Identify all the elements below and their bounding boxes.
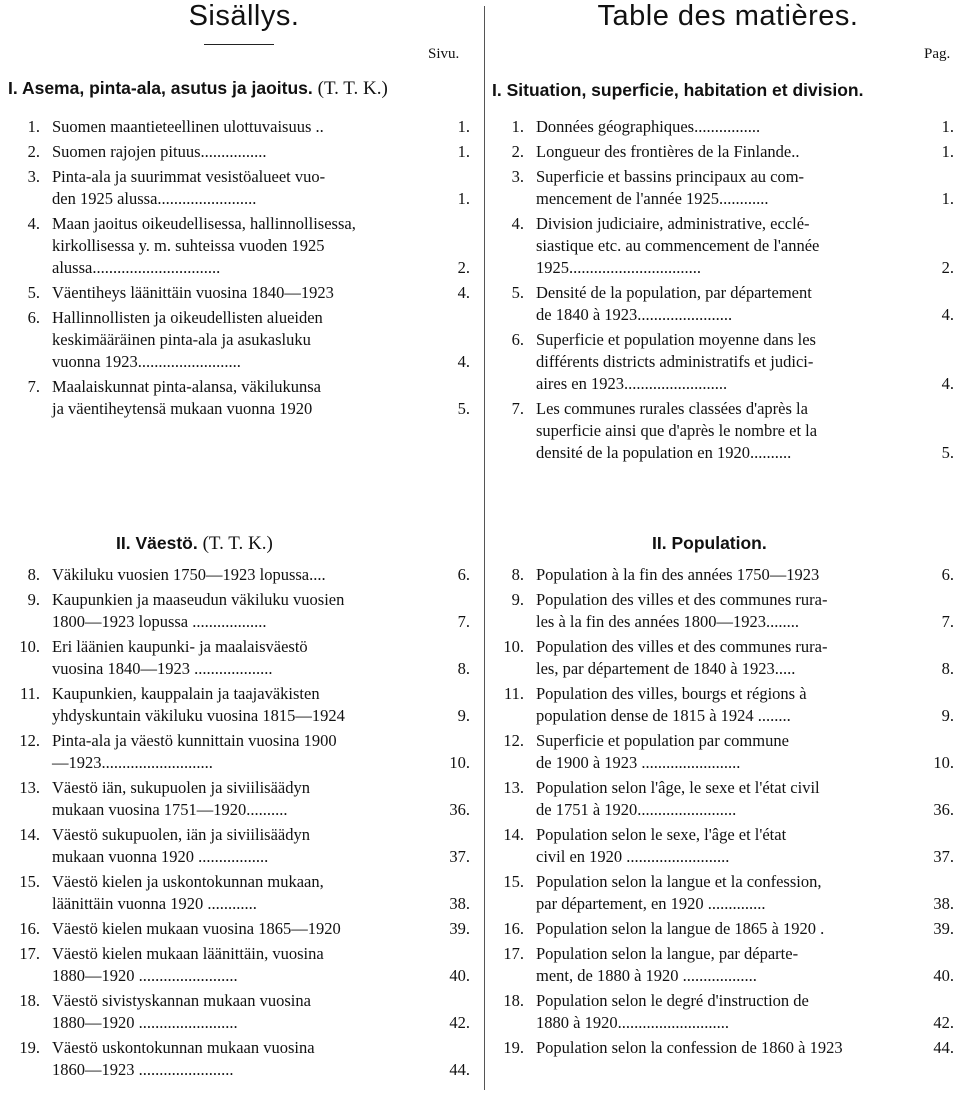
entry-text-line: Väestö sivistyskannan mukaan vuosina	[52, 991, 311, 1010]
entry-text-line: aires en 1923.........................	[536, 374, 728, 393]
entry-text-line: Superficie et population par commune	[536, 731, 789, 750]
section-title: Asema, pinta-ala, asutus ja jaoitus.	[21, 78, 313, 98]
toc-entry	[492, 943, 960, 987]
finnish-section-2-heading	[8, 533, 480, 555]
entry-page-number: 9.	[457, 706, 470, 725]
toc-entry	[492, 990, 960, 1034]
toc-entry	[492, 213, 960, 279]
entry-text-line: den 1925 alussa........................	[52, 189, 257, 208]
entry-text-line: mukaan vuonna 1920 .................	[52, 847, 269, 866]
entry-text-line: —1923...........................	[52, 753, 213, 772]
entry-number: 12.	[503, 731, 524, 750]
toc-entry	[492, 564, 960, 586]
toc-entry	[8, 683, 480, 727]
entry-number: 4.	[511, 214, 524, 233]
entry-page-number: 5.	[941, 443, 954, 462]
toc-entry	[8, 943, 480, 987]
entry-text-line: de 1840 à 1923.......................	[536, 305, 733, 324]
entry-page-number: 4.	[457, 283, 470, 302]
entry-text-line: les, par département de 1840 à 1923.....	[536, 659, 796, 678]
entry-number: 3.	[27, 167, 40, 186]
entry-text-line: 1880—1920 ........................	[52, 966, 238, 985]
entry-text-line: 1880—1920 ........................	[52, 1013, 238, 1032]
entry-page-number: 39.	[933, 919, 954, 938]
entry-number: 10.	[19, 637, 40, 656]
entry-page-number: 8.	[457, 659, 470, 678]
title-rule	[204, 44, 274, 45]
entry-page-number: 4.	[457, 352, 470, 371]
entry-number: 7.	[511, 399, 524, 418]
entry-text-line: 1800—1923 lopussa ..................	[52, 612, 267, 631]
entry-number: 8.	[27, 565, 40, 584]
toc-entry	[492, 589, 960, 633]
french-section-2-heading	[492, 533, 960, 554]
entry-text-line: Densité de la population, par département	[536, 283, 812, 302]
entry-text-line: Maan jaoitus oikeudellisessa, hallinnollisessa,	[52, 214, 356, 233]
entry-number: 13.	[503, 778, 524, 797]
entry-number: 11.	[503, 684, 524, 703]
entry-page-number: 38.	[449, 894, 470, 913]
entry-page-number: 1.	[457, 142, 470, 161]
toc-entry	[8, 307, 480, 373]
entry-text-line: de 1751 à 1920........................	[536, 800, 737, 819]
entry-number: 15.	[19, 872, 40, 891]
toc-entry	[492, 116, 960, 138]
entry-text-line: Kaupunkien ja maaseudun väkiluku vuosien	[52, 590, 345, 609]
toc-entry	[8, 166, 480, 210]
entry-page-number: 44.	[449, 1060, 470, 1079]
entry-text-line: Pinta-ala ja väestö kunnittain vuosina 1900	[52, 731, 337, 750]
entry-text-line: Superficie et bassins principaux au com-	[536, 167, 805, 186]
entry-page-number: 4.	[941, 305, 954, 324]
entry-text-line: 1860—1923 .......................	[52, 1060, 234, 1079]
entry-page-number: 44.	[933, 1038, 954, 1057]
entry-page-number: 10.	[449, 753, 470, 772]
entry-text-line: Maalaiskunnat pinta-alansa, väkilukunsa	[52, 377, 321, 396]
toc-entry	[492, 636, 960, 680]
toc-entry	[8, 990, 480, 1034]
entry-number: 10.	[503, 637, 524, 656]
finnish-page-label: Sivu.	[428, 46, 460, 62]
entry-text-line: Longueur des frontières de la Finlande..	[536, 142, 800, 161]
entry-page-number: 36.	[933, 800, 954, 819]
section-title: Väestö.	[135, 533, 198, 553]
toc-entry	[8, 1037, 480, 1081]
entry-text-line: Population des villes et des communes rura-	[536, 637, 828, 656]
entry-text-line: Population des villes et des communes rura-	[536, 590, 828, 609]
toc-entry	[492, 398, 960, 464]
entry-text-line: Population selon la langue de 1865 à 1920 .	[536, 919, 825, 938]
entry-page-number: 42.	[933, 1013, 954, 1032]
entry-text-line: Population selon la langue, par départe-	[536, 944, 799, 963]
entry-number: 16.	[503, 919, 524, 938]
entry-number: 8.	[511, 565, 524, 584]
toc-entry	[8, 636, 480, 680]
toc-entry	[8, 589, 480, 633]
toc-entry	[492, 824, 960, 868]
entry-text-line: vuosina 1840—1923 ...................	[52, 659, 273, 678]
entry-text-line: Population selon la langue et la confession,	[536, 872, 822, 891]
entry-text-line: Pinta-ala ja suurimmat vesistöalueet vuo-	[52, 167, 326, 186]
entry-text-line: superficie ainsi que d'après le nombre et la	[536, 421, 818, 440]
toc-entry	[8, 141, 480, 163]
entry-page-number: 2.	[941, 258, 954, 277]
entry-text-line: 1880 à 1920...........................	[536, 1013, 729, 1032]
toc-entry	[492, 329, 960, 395]
entry-text-line: Population selon l'âge, le sexe et l'état civil	[536, 778, 820, 797]
entry-text-line: différents districts administratifs et judici-	[536, 352, 814, 371]
entry-text-line: Väestö kielen ja uskontokunnan mukaan,	[52, 872, 324, 891]
toc-entry	[8, 564, 480, 586]
toc-entry	[492, 683, 960, 727]
entry-page-number: 2.	[457, 258, 470, 277]
entry-text-line: Population à la fin des années 1750—1923	[536, 565, 820, 584]
section-title: Situation, superficie, habitation et division.	[506, 80, 864, 100]
entry-page-number: 1.	[457, 117, 470, 136]
entry-page-number: 8.	[941, 659, 954, 678]
entry-text-line: Hallinnollisten ja oikeudellisten alueiden	[52, 308, 323, 327]
section-number: II.	[652, 533, 667, 553]
entry-number: 18.	[503, 991, 524, 1010]
entry-number: 4.	[27, 214, 40, 233]
section-source: (T. T. K.)	[317, 78, 388, 99]
toc-entry	[8, 730, 480, 774]
entry-text-line: vuonna 1923.........................	[52, 352, 241, 371]
entry-number: 19.	[19, 1038, 40, 1057]
entry-text-line: Väestö kielen mukaan vuosina 1865—1920	[52, 919, 341, 938]
toc-entry	[8, 213, 480, 279]
entry-number: 16.	[19, 919, 40, 938]
entry-page-number: 7.	[457, 612, 470, 631]
section-source: (T. T. K.)	[202, 533, 273, 554]
entry-number: 1.	[511, 117, 524, 136]
entry-number: 3.	[511, 167, 524, 186]
entry-number: 5.	[27, 283, 40, 302]
entry-text-line: Väestö uskontokunnan mukaan vuosina	[52, 1038, 315, 1057]
toc-entry	[492, 166, 960, 210]
finnish-title: Sisällys.	[188, 0, 300, 32]
entry-text-line: Väestö iän, sukupuolen ja siviilisäädyn	[52, 778, 310, 797]
toc-entry	[8, 282, 480, 304]
entry-text-line: 1925................................	[536, 258, 701, 277]
entry-number: 6.	[27, 308, 40, 327]
entry-page-number: 7.	[941, 612, 954, 631]
entry-page-number: 1.	[941, 189, 954, 208]
entry-text-line: de 1900 à 1923 ........................	[536, 753, 741, 772]
entry-text-line: läänittäin vuonna 1920 ............	[52, 894, 257, 913]
entry-page-number: 6.	[941, 565, 954, 584]
entry-text-line: Eri läänien kaupunki- ja maalaisväestö	[52, 637, 308, 656]
toc-entry	[8, 116, 480, 138]
entry-number: 9.	[27, 590, 40, 609]
entry-number: 11.	[19, 684, 40, 703]
entry-text-line: yhdyskuntain väkiluku vuosina 1815—1924	[52, 706, 345, 725]
entry-text-line: keskimääräinen pinta-ala ja asukasluku	[52, 330, 311, 349]
entry-number: 5.	[511, 283, 524, 302]
entry-page-number: 5.	[457, 399, 470, 418]
entry-text-line: Kaupunkien, kauppalain ja taajaväkisten	[52, 684, 320, 703]
entry-text-line: Väentiheys läänittäin vuosina 1840—1923	[52, 283, 334, 302]
entry-number: 13.	[19, 778, 40, 797]
french-section-1-heading	[492, 80, 960, 101]
toc-entry	[8, 376, 480, 420]
entry-text-line: ment, de 1880 à 1920 ..................	[536, 966, 757, 985]
toc-entry	[492, 777, 960, 821]
entry-text-line: mencement de l'année 1925............	[536, 189, 769, 208]
entry-text-line: alussa...............................	[52, 258, 221, 277]
entry-text-line: Superficie et population moyenne dans les	[536, 330, 816, 349]
entry-page-number: 38.	[933, 894, 954, 913]
entry-number: 2.	[27, 142, 40, 161]
toc-entry	[8, 777, 480, 821]
entry-page-number: 6.	[457, 565, 470, 584]
toc-entry	[492, 730, 960, 774]
toc-entry	[8, 824, 480, 868]
entry-text-line: mukaan vuosina 1751—1920..........	[52, 800, 288, 819]
entry-text-line: densité de la population en 1920..........	[536, 443, 792, 462]
entry-number: 7.	[27, 377, 40, 396]
entry-page-number: 40.	[449, 966, 470, 985]
entry-text-line: ja väentiheytensä mukaan vuonna 1920	[52, 399, 313, 418]
finnish-column	[8, 0, 480, 1096]
entry-text-line: Väestö kielen mukaan läänittäin, vuosina	[52, 944, 324, 963]
toc-entry	[8, 871, 480, 915]
entry-text-line: kirkollisessa y. m. suhteissa vuoden 1925	[52, 236, 325, 255]
entry-number: 14.	[503, 825, 524, 844]
entry-page-number: 4.	[941, 374, 954, 393]
toc-entry	[8, 918, 480, 940]
entry-text-line: par département, en 1920 ..............	[536, 894, 766, 913]
entry-number: 15.	[503, 872, 524, 891]
toc-entry	[492, 871, 960, 915]
entry-number: 17.	[503, 944, 524, 963]
entry-page-number: 10.	[933, 753, 954, 772]
entry-text-line: Väkiluku vuosien 1750—1923 lopussa....	[52, 565, 326, 584]
entry-page-number: 1.	[457, 189, 470, 208]
entry-number: 14.	[19, 825, 40, 844]
entry-text-line: Population selon le degré d'instruction de	[536, 991, 809, 1010]
section-number: II.	[116, 533, 131, 553]
entry-text-line: Population selon la confession de 1860 à 1923	[536, 1038, 843, 1057]
entry-page-number: 37.	[449, 847, 470, 866]
entry-text-line: Suomen rajojen pituus................	[52, 142, 267, 161]
toc-entry	[492, 141, 960, 163]
entry-page-number: 39.	[449, 919, 470, 938]
entry-number: 1.	[27, 117, 40, 136]
entry-page-number: 37.	[933, 847, 954, 866]
toc-entry	[492, 282, 960, 326]
entry-page-number: 42.	[449, 1013, 470, 1032]
entry-page-number: 9.	[941, 706, 954, 725]
entry-text-line: Population selon le sexe, l'âge et l'état	[536, 825, 787, 844]
entry-text-line: population dense de 1815 à 1924 ........	[536, 706, 791, 725]
entry-text-line: Suomen maantieteellinen ulottuvaisuus ..	[52, 117, 324, 136]
entry-text-line: siastique etc. au commencement de l'année	[536, 236, 820, 255]
finnish-section-1-heading	[8, 78, 480, 100]
section-title: Population.	[671, 533, 767, 553]
french-column	[492, 0, 960, 1096]
entry-number: 6.	[511, 330, 524, 349]
entry-page-number: 36.	[449, 800, 470, 819]
toc-entry	[492, 918, 960, 940]
entry-text-line: Väestö sukupuolen, iän ja siviilisäädyn	[52, 825, 310, 844]
entry-page-number: 1.	[941, 117, 954, 136]
section-number: I.	[8, 78, 18, 98]
column-divider	[484, 6, 485, 1090]
section-number: I.	[492, 80, 502, 100]
french-title: Table des matières.	[597, 0, 859, 32]
entry-text-line: les à la fin des années 1800—1923........	[536, 612, 800, 631]
entry-text-line: Division judiciaire, administrative, ecclé-	[536, 214, 810, 233]
entry-text-line: Données géographiques................	[536, 117, 761, 136]
french-page-label: Pag.	[924, 46, 951, 62]
entry-number: 12.	[19, 731, 40, 750]
entry-number: 2.	[511, 142, 524, 161]
entry-number: 17.	[19, 944, 40, 963]
entry-number: 18.	[19, 991, 40, 1010]
toc-entry	[492, 1037, 960, 1059]
entry-text-line: civil en 1920 .........................	[536, 847, 730, 866]
entry-page-number: 1.	[941, 142, 954, 161]
entry-text-line: Population des villes, bourgs et régions à	[536, 684, 807, 703]
entry-number: 9.	[511, 590, 524, 609]
entry-text-line: Les communes rurales classées d'après la	[536, 399, 808, 418]
entry-page-number: 40.	[933, 966, 954, 985]
entry-number: 19.	[503, 1038, 524, 1057]
